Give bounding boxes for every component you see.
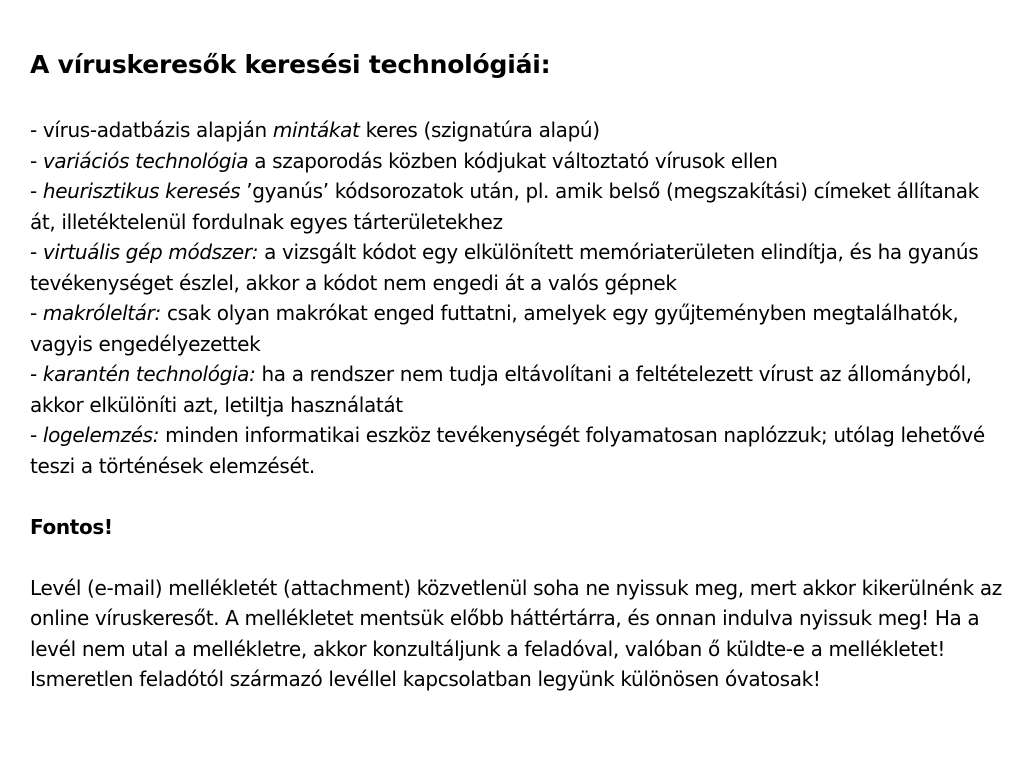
bullet-description: csak olyan makrókat enged futtatni, amelyek egy gyűjteményben megtalálhatók, vagyis engedélyezettek [30, 301, 959, 356]
bullet-dash: - [30, 118, 43, 142]
bullet-dash: - [30, 423, 43, 447]
bullet-description: a szaporodás közben kódjukat változtató vírusok ellen [248, 148, 778, 173]
bullet-prefix: vírus-adatbázis alapján [42, 118, 273, 142]
technology-list [30, 115, 1005, 481]
bullet-description: ’gyanús’ kódsorozatok után, pl. amik belső (megszakítási) címeket állítanak át, illetéktelenül fordulnak egyes tárterületekhez [30, 179, 979, 234]
slide-body [30, 115, 1005, 695]
list-item [30, 298, 1005, 359]
bullet-term: variációs technológia [42, 148, 249, 173]
bullet-term: makróleltár: [42, 301, 161, 325]
spacer [30, 542, 1005, 573]
list-item [30, 359, 1005, 420]
warning-paragraph: Levél (e-mail) mellékletét (attachment) közvetlenül soha ne nyissuk meg, mert akkor kikerülnénk az online víruskeresőt. A mellékletet mentsük előbb háttértárra, és onnan indulva nyissuk meg! Ha a levél nem utal a mellékletre, akkor konzultáljunk a feladóval, valóban ő küldte-e a mellékletet! Ismeretlen feladótól származó levéllel kapcsolatban legyünk különösen óvatosak! [30, 575, 1002, 691]
bullet-term: mintákat [272, 118, 360, 142]
bullet-dash: - [30, 362, 43, 386]
slide-content [30, 45, 1005, 695]
bullet-description: ha a rendszer nem tudja eltávolítani a feltételezett vírust az állományból, akkor elkülöníti azt, letiltja használatát [30, 362, 972, 417]
bullet-description: minden informatikai eszköz tevékenységét folyamatosan naplózzuk; utólag lehetővé teszi a történések elemzését. [30, 423, 985, 478]
bullet-dash: - [30, 148, 43, 173]
bullet-term: karantén technológia: [42, 362, 256, 386]
slide-title: A víruskeresők keresési technológiái: [30, 50, 551, 79]
bullet-dash: - [30, 301, 43, 325]
spacer [30, 481, 1005, 512]
bullet-term: virtuális gép módszer: [42, 240, 259, 264]
list-item [30, 176, 1005, 237]
bullet-description: a vizsgált kódot egy elkülönített memóriaterületen elindítja, és ha gyanús tevékenységet észlel, akkor a kódot nem engedi át a valós gépnek [30, 240, 979, 295]
list-item [30, 146, 1005, 177]
bullet-term: heurisztikus keresés [42, 179, 241, 203]
list-item [30, 115, 1005, 146]
list-item [30, 237, 1005, 298]
bullet-term: logelemzés: [42, 423, 160, 447]
important-heading: Fontos! [30, 514, 113, 539]
bullet-dash: - [30, 240, 43, 264]
list-item [30, 420, 1005, 481]
bullet-description: keres (szignatúra alapú) [359, 118, 600, 142]
bullet-dash: - [30, 179, 43, 203]
